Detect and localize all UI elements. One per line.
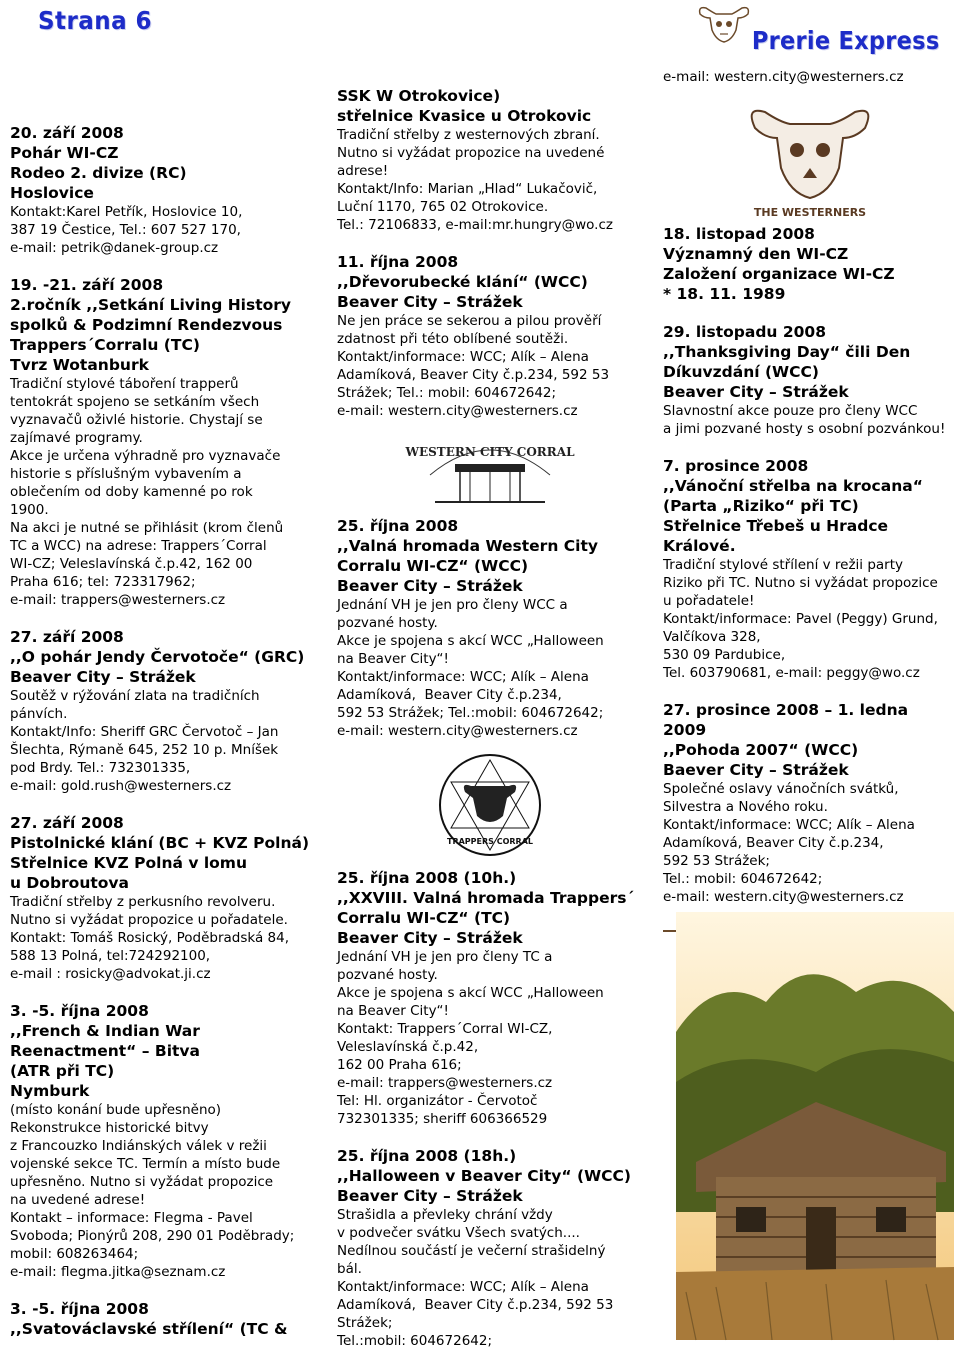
- event-heading: 3. -5. října 2008 ,,French & Indian War Reenactment“ – Bitva (ATR při TC) Nymburk: [10, 1002, 200, 1100]
- event-block: [663, 224, 956, 304]
- event-heading: 25. října 2008 (18h.) ,,Halloween v Beaver City“ (WCC) Beaver City – Strážek: [337, 1147, 632, 1205]
- event-block: [10, 1001, 330, 1281]
- log-cabin-photo: [676, 912, 954, 1340]
- skull-logo-icon: [696, 2, 752, 46]
- event-details: Tradiční střelby z perkusního revolveru. Nutno si vyžádat propozice u pořadatele. Kontakt: Tomáš Rosický, Poděbradská 84, 588 13 Polná, tel:724292100, e-mail : rosicky@advokat.ji.cz: [10, 894, 290, 982]
- event-block: [337, 868, 642, 1128]
- event-heading: 20. září 2008 Pohár WI-CZ Rodeo 2. divize (RC) Hoslovice: [10, 124, 187, 202]
- logo-text: THE WESTERNERS: [753, 206, 866, 219]
- logo-text: TRAPPERS CORRAL: [446, 837, 533, 846]
- event-block: [10, 275, 330, 609]
- event-details: Tradiční stylové táboření trapperů tentokrát spojeno se setkáním všech vyznavačů oživlé historie. Chystají se zajímavé programy. Akce je určena výhradně pro vyznavače historie s příslušným vybavením a oblečením od doby kamenné po rok 1900. Na akci je nutné se přihlásit (krom členů TC a WCC) na adrese: Trappers´Corral WI-CZ; Veleslavínská č.p.42, 162 00 Praha 616; tel: 723317962; e-mail: trappers@westerners.cz: [10, 376, 284, 608]
- event-heading: SSK W Otrokovice) střelnice Kvasice u Otrokovic: [337, 87, 592, 125]
- western-city-corral-logo-icon: [404, 430, 575, 510]
- column-right: [663, 68, 956, 938]
- event-heading: 27. září 2008 ,,O pohár Jendy Červotoče“ (GRC) Beaver City – Strážek: [10, 628, 305, 686]
- event-details: Tradiční střelby z westernových zbraní. Nutno si vyžádat propozice na uvedené adrese! Kontakt/Info: Marian „Hlad“ Lukačovič, Luční 1170, 765 02 Otrokovice. Tel.: 72106833, e-mail:mr.hungry@wo.cz: [337, 127, 613, 233]
- event-heading: 25. října 2008 ,,Valná hromada Western City Corralu WI-CZ“ (WCC) Beaver City – Strážek: [337, 517, 598, 595]
- event-details: Jednání VH je jen pro členy TC a pozvané hosty. Akce je spojena s akcí WCC „Halloween na Beaver City“! Kontakt: Trappers´Corral WI-CZ, Veleslavínská č.p.42, 162 00 Praha 616; e-mail: trappers@westerners.cz Tel: Hl. organizátor - Červotoč 732301335; sheriff 606366529: [337, 949, 604, 1127]
- event-details: (místo konání bude upřesněno) Rekonstrukce historické bitvy z Francouzko Indiánských válek v režii vojenské sekce TC. Termín a místo bude upřesněno. Nutno si vyžádat propozice na uvedené adrese! Kontakt – informace: Flegma - Pavel Svoboda; Pionýrů 208, 290 01 Poděbrady; mobil: 608263464; e-mail: flegma.jitka@seznam.cz: [10, 1102, 295, 1280]
- newsletter-title: Prerie Express: [752, 26, 940, 55]
- event-details: Ne jen práce se sekerou a pilou prověří zdatnost při této oblíbené soutěži. Kontakt/informace: WCC; Alík – Alena Adamíková, Beaver City č.p.234, 592 53 Strážek; Tel.: mobil: 604672642; e-mail: western.city@westerners.cz: [337, 313, 610, 419]
- event-block: [10, 1299, 330, 1339]
- event-heading: 11. října 2008 ,,Dřevorubecké klání“ (WCC) Beaver City – Strážek: [337, 253, 588, 311]
- page-label: Strana 6: [38, 6, 153, 35]
- event-heading: 7. prosince 2008 ,,Vánoční střelba na krocana“ (Parta „Riziko“ při TC) Střelnice Třebeš u Hradce Králové.: [663, 457, 923, 555]
- event-heading: 25. října 2008 (10h.) ,,XXVIII. Valná hromada Trappers´ Corralu WI-CZ“ (TC) Beaver City – Strážek: [337, 869, 635, 947]
- event-details: Společné oslavy vánočních svátků, Silvestra a Nového roku. Kontakt/informace: WCC; Alík – Alena Adamíková, Beaver City č.p.234, 592 53 Strážek; Tel.: mobil: 604672642; e-mail: western.city@westerners.cz: [663, 781, 915, 905]
- event-heading: 3. -5. října 2008 ,,Svatováclavské střílení“ (TC &: [10, 1300, 288, 1338]
- trappers-corral-logo-icon: [435, 750, 545, 860]
- logo-text: WESTERN CITY CORRAL: [404, 445, 575, 459]
- event-heading: 18. listopad 2008 Významný den WI-CZ Založení organizace WI-CZ * 18. 11. 1989: [663, 225, 895, 303]
- column-left: [10, 123, 330, 1339]
- event-details: Slavnostní akce pouze pro členy WCC a jimi pozvané hosty s osobní pozvánkou!: [663, 403, 946, 437]
- event-block: [10, 813, 330, 983]
- event-block: [337, 252, 642, 420]
- event-block: [663, 700, 956, 906]
- event-details: Jednání VH je jen pro členy WCC a pozvané hosty. Akce je spojena s akcí WCC „Halloween na Beaver City“! Kontakt/informace: WCC; Alík – Alena Adamíková, Beaver City č.p.234, 592 53 Strážek; Tel.:mobil: 604672642; e-mail: western.city@westerners.cz: [337, 597, 604, 739]
- event-block: [663, 322, 956, 438]
- westerners-logo-icon: [735, 98, 885, 218]
- event-details: Soutěž v rýžování zlata na tradičních pánvích. Kontakt/Info: Sheriff GRC Červotoč – Jan Šlechta, Rýmaně 645, 252 10 p. Mníšek pod Brdy. Tel.: 732301335, e-mail: gold.rush@westerners.cz: [10, 688, 279, 794]
- event-details: Strašidla a převleky chrání vždy v podvečer svátku Všech svatých.... Nedílnou součástí je večerní strašidelný bál. Kontakt/informace: WCC; Alík – Alena Adamíková, Beaver City č.p.234, 592 53 Strážek; Tel.:mobil: 604672642;: [337, 1207, 614, 1349]
- email-line: e-mail: western.city@westerners.cz: [663, 69, 904, 85]
- event-heading: 29. listopadu 2008 ,,Thanksgiving Day“ čili Den Díkuvzdání (WCC) Beaver City – Strážek: [663, 323, 911, 401]
- event-block: [337, 1146, 642, 1350]
- event-block: [663, 456, 956, 682]
- event-block: [337, 516, 642, 740]
- event-heading: 27. září 2008 Pistolnické klání (BC + KVZ Polná) Střelnice KVZ Polná v lomu u Dobroutova: [10, 814, 310, 892]
- event-heading: 19. -21. září 2008 2.ročník ,,Setkání Living History spolků & Podzimní Rendezvous Trappers´Corralu (TC) Tvrz Wotanburk: [10, 276, 292, 374]
- event-block: [10, 627, 330, 795]
- event-block: [337, 86, 642, 234]
- column-middle: [337, 86, 642, 1350]
- event-block: [10, 123, 330, 257]
- event-details: Tradiční stylové střílení v režii party Riziko při TC. Nutno si vyžádat propozice u pořadatele! Kontakt/informace: Pavel (Peggy) Grund, Valčíkova 328, 530 09 Pardubice, Tel. 603790681, e-mail: peggy@wo.cz: [663, 557, 938, 681]
- event-details: Kontakt:Karel Petřík, Hoslovice 10, 387 19 Čestice, Tel.: 607 527 170, e-mail: petrik@danek-group.cz: [10, 204, 243, 256]
- event-heading: 27. prosince 2008 – 1. ledna 2009 ,,Pohoda 2007“ (WCC) Baever City – Strážek: [663, 701, 909, 779]
